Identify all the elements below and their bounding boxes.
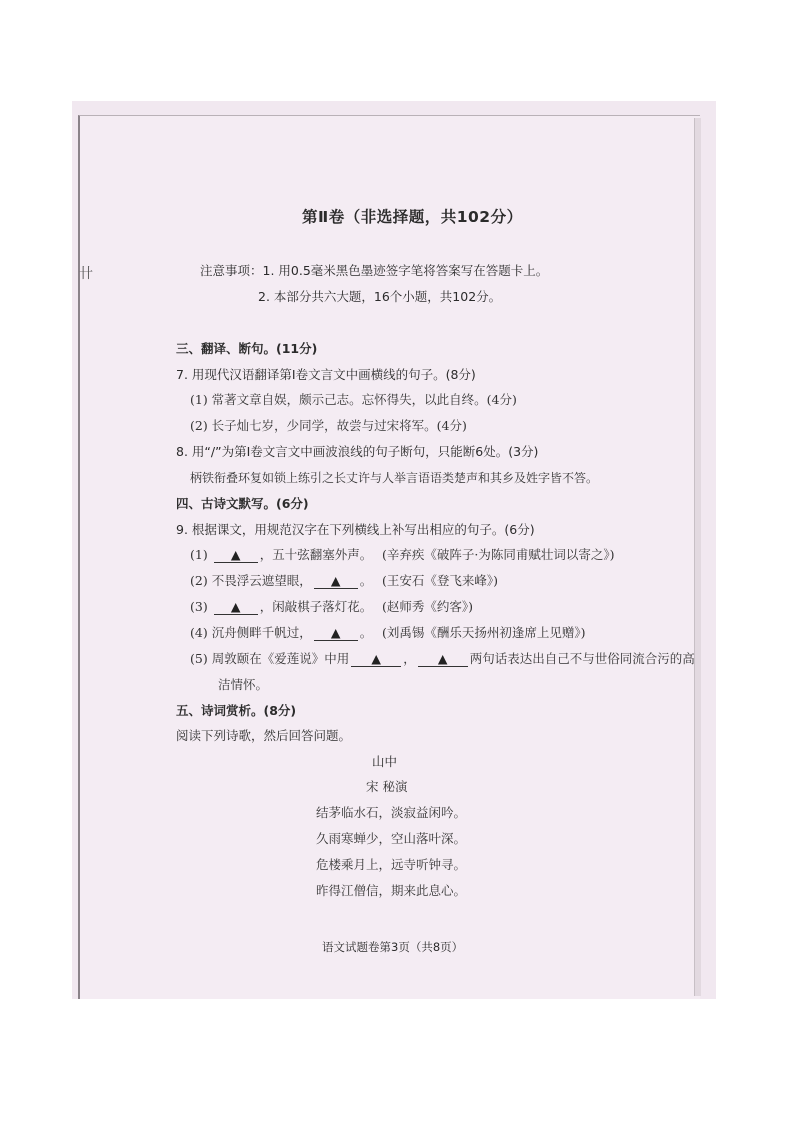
answer-blank-5a[interactable]: ▲ <box>351 652 401 667</box>
q9-item-2-num: (2) <box>190 573 208 588</box>
q9-item-5-num: (5) <box>190 651 208 666</box>
binding-mark: 卄 <box>79 266 93 282</box>
section-4-heading: 四、古诗文默写。(6分) <box>176 496 309 511</box>
notes-label: 注意事项： <box>200 263 263 278</box>
section-5-intro: 阅读下列诗歌，然后回答问题。 <box>176 728 352 743</box>
poem-line: 昨得江僧信，期来此息心。 <box>316 883 467 898</box>
page-edge <box>694 118 701 996</box>
question-7-1: (1) 常著文章自娱，颇示己志。忘怀得失，以此自终。(4分) <box>190 392 517 407</box>
question-7-2: (2) 长子灿七岁，少同学，故尝与过宋将军。(4分) <box>190 418 467 433</box>
answer-blank-5b[interactable]: ▲ <box>418 652 468 667</box>
answer-blank-3[interactable]: ▲ <box>214 600 258 615</box>
q9-item-2-source: (王安石《登飞来峰》) <box>382 573 499 588</box>
section-5-heading: 五、诗词赏析。(8分) <box>176 703 297 718</box>
q9-item-5: (5) 周敦颐在《爱莲说》中用 ▲ ， ▲ 两句话表达出自己不与世俗同流合污的高 <box>190 651 695 666</box>
poem-author: 宋 秘演 <box>366 779 408 794</box>
poem-line: 结茅临水石，淡寂益闲吟。 <box>316 805 467 820</box>
page-title: 第Ⅱ卷（非选择题，共102分） <box>302 208 523 226</box>
q9-item-1-num: (1) <box>190 547 208 562</box>
q9-item-1 <box>190 547 372 563</box>
q9-item-4: (4) 沉舟侧畔千帆过， ▲ 。 <box>190 625 373 640</box>
q9-item-3-text: ，闲敲棋子落灯花。 <box>259 599 373 614</box>
notes-item-1: 1. 用0.5毫米黑色墨迹签字笔将答案写在答题卡上。 <box>262 263 549 278</box>
q9-item-5-text: 周敦颐在《爱莲说》中用 <box>211 651 350 666</box>
q9-item-1-source: (辛弃疾《破阵子·为陈同甫赋壮词以寄之》) <box>382 547 615 562</box>
poem-title: 山中 <box>372 754 398 769</box>
q9-item-3 <box>190 599 372 615</box>
question-9: 9. 根据课文，用规范汉字在下列横线上补写出相应的句子。(6分) <box>176 522 535 537</box>
question-8-text: 柄铁衔叠环复如锁上练引之长丈许与人举言语语类楚声和其乡及姓字皆不答。 <box>190 471 599 485</box>
answer-blank-2[interactable]: ▲ <box>314 574 358 589</box>
q9-item-3-source: (赵师秀《约客》) <box>382 599 474 614</box>
q9-item-4-text: 沉舟侧畔千帆过， <box>211 625 312 640</box>
answer-blank-1[interactable]: ▲ <box>214 548 258 563</box>
question-8: 8. 用“/”为第Ⅰ卷文言文中画波浪线的句子断句，只能断6处。(3分) <box>176 444 539 459</box>
q9-item-2: (2) 不畏浮云遮望眼， ▲ 。 <box>190 573 373 588</box>
q9-item-2-text: 不畏浮云遮望眼， <box>211 573 312 588</box>
section-3-heading: 三、翻译、断句。(11分) <box>176 341 318 356</box>
poem-line: 久雨寒蝉少，空山落叶深。 <box>316 831 467 846</box>
poem-line: 危楼乘月上，远寺听钟寻。 <box>316 857 467 872</box>
answer-blank-4[interactable]: ▲ <box>314 626 358 641</box>
question-7: 7. 用现代汉语翻译第Ⅰ卷文言文中画横线的句子。(8分) <box>176 367 476 382</box>
q9-item-5-cont: 洁情怀。 <box>218 677 269 692</box>
q9-item-3-num: (3) <box>190 599 208 614</box>
q9-item-4-num: (4) <box>190 625 208 640</box>
notes-item-2: 2. 本部分共六大题，16个小题，共102分。 <box>258 289 502 304</box>
notes-line-1 <box>200 263 548 279</box>
q9-item-1-text: ，五十弦翻塞外声。 <box>259 547 373 562</box>
page-footer: 语文试题卷第3页（共8页） <box>322 940 464 954</box>
q9-item-4-source: (刘禹锡《酬乐天扬州初逢席上见赠》) <box>382 625 586 640</box>
